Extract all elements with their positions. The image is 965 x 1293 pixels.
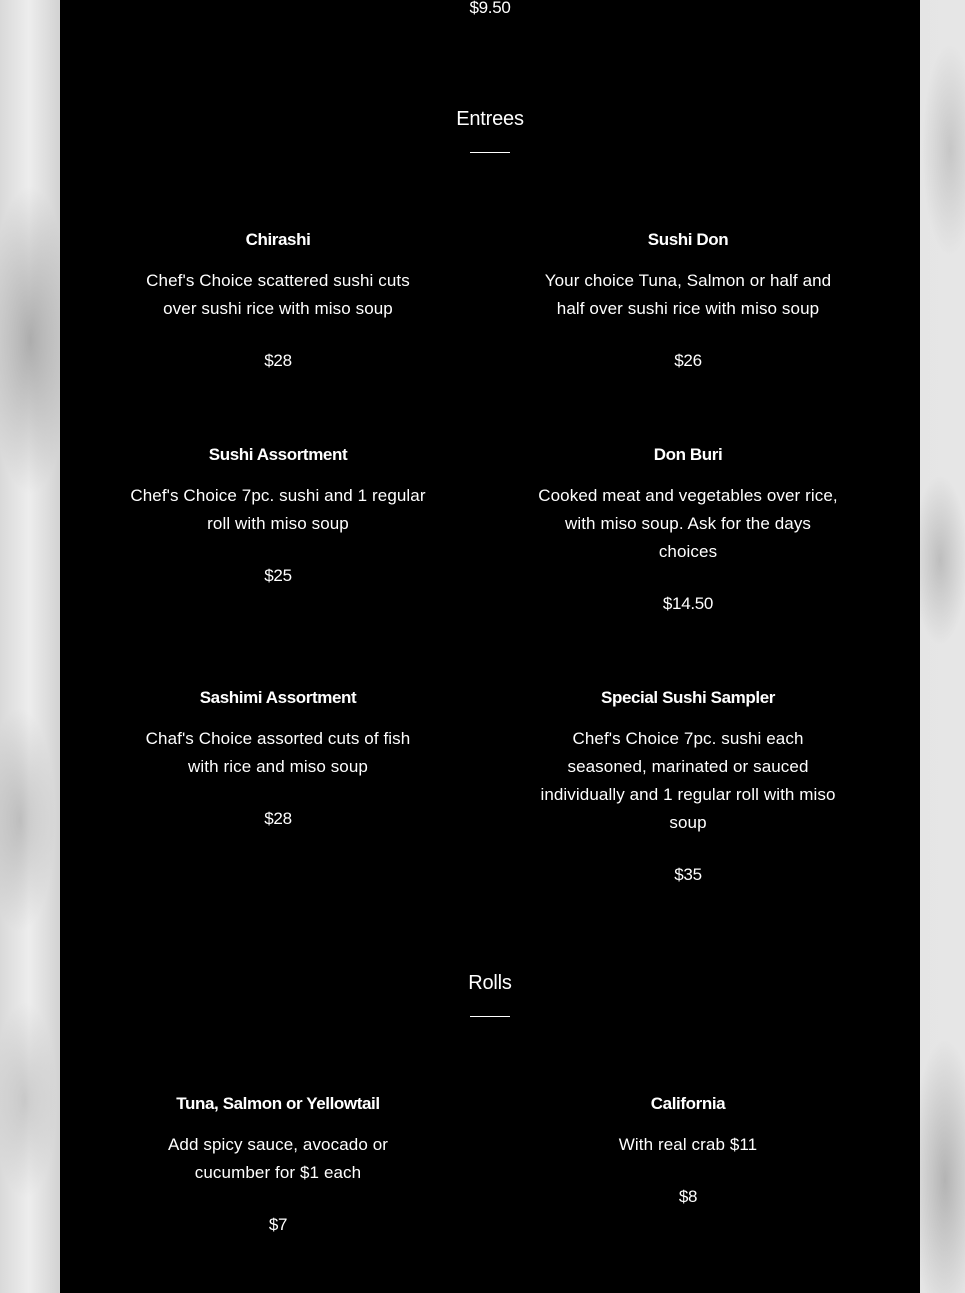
item-name: Don Buri xyxy=(653,445,723,464)
item-description: Chef's Choice 7pc. sushi each seasoned, marinated or sauced individually and 1 regular roll with miso soup xyxy=(540,729,836,832)
section-divider-entrees xyxy=(470,152,510,153)
menu-panel xyxy=(60,0,920,1293)
item-name: Special Sushi Sampler xyxy=(601,688,775,707)
item-name: Chirashi xyxy=(245,230,311,249)
section-divider-rolls xyxy=(470,1016,510,1017)
menu-item-chirashi xyxy=(128,227,428,375)
item-name: California xyxy=(650,1094,726,1113)
item-description: Your choice Tuna, Salmon or half and half over sushi rice with miso soup xyxy=(544,271,832,318)
item-description: Add spicy sauce, avocado or cucumber for $1 each xyxy=(167,1135,389,1182)
menu-item-tuna-salmon-yellowtail xyxy=(128,1091,428,1239)
menu-item-sushi-don xyxy=(538,227,838,375)
item-description: Chaf's Choice assorted cuts of fish with rice and miso soup xyxy=(145,729,411,776)
menu-item-special-sushi-sampler xyxy=(538,685,838,889)
section-title-rolls: Rolls xyxy=(468,972,512,994)
item-description: Chef's Choice scattered sushi cuts over sushi rice with miso soup xyxy=(146,271,410,318)
item-description: With real crab $11 xyxy=(618,1135,758,1154)
item-name: Sashimi Assortment xyxy=(199,688,357,707)
item-price: $35 xyxy=(674,865,702,884)
menu-item-sushi-assortment xyxy=(128,442,428,590)
item-price: $28 xyxy=(264,351,292,370)
item-description: Cooked meat and vegetables over rice, with miso soup. Ask for the days choices xyxy=(538,486,838,561)
menu-item-california xyxy=(538,1091,838,1211)
item-price: $25 xyxy=(264,566,292,585)
item-price: $7 xyxy=(268,1215,288,1234)
item-name: Tuna, Salmon or Yellowtail xyxy=(176,1094,380,1113)
menu-item-don-buri xyxy=(538,442,838,618)
previous-item-price: $9.50 xyxy=(469,0,511,17)
item-price: $14.50 xyxy=(662,594,714,613)
item-name: Sushi Don xyxy=(647,230,729,249)
item-price: $8 xyxy=(678,1187,698,1206)
item-name: Sushi Assortment xyxy=(208,445,348,464)
item-price: $28 xyxy=(264,809,292,828)
menu-item-sashimi-assortment xyxy=(128,685,428,833)
item-description: Chef's Choice 7pc. sushi and 1 regular roll with miso soup xyxy=(130,486,426,533)
section-title-entrees: Entrees xyxy=(456,108,524,130)
item-price: $26 xyxy=(674,351,702,370)
